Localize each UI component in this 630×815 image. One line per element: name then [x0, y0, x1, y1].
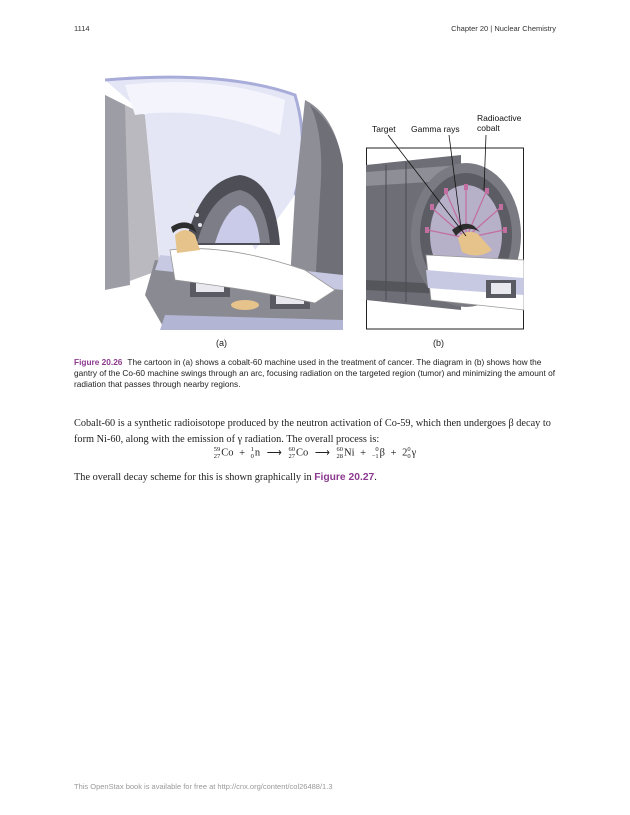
figure-caption-text: The cartoon in (a) shows a cobalt-60 machine used in the treatment of cancer. The diagram in (b) shows how the gantry of the Co-60 machine swings through an arc, focusing radiation on the targeted region (tumor) and minimizing the amount of radiation that passes through nearby regions.: [74, 357, 556, 389]
paragraph-decay-scheme: [74, 470, 558, 486]
plus-sign: +: [239, 447, 246, 459]
particle-gamma: [402, 446, 416, 460]
figure-caption: [74, 357, 556, 390]
reaction-arrow: ⟶: [314, 448, 330, 459]
figure-20-27-link[interactable]: Figure 20.27: [314, 472, 375, 483]
co59-atomic: 27: [213, 453, 221, 460]
co60-atomic: 27: [288, 453, 295, 460]
plus-sign: +: [390, 447, 397, 459]
particle-beta: [372, 446, 385, 460]
gamma-coefficient: 2: [402, 447, 408, 459]
panel-a-label: (a): [216, 338, 227, 348]
co59-mass: 59: [213, 446, 221, 453]
paragraph2-text: The overall decay scheme for this is shown graphically in: [74, 472, 315, 483]
panel-b-label: (b): [433, 338, 444, 348]
page-header: [74, 24, 556, 36]
beta-mass: 0: [375, 446, 379, 453]
plus-sign: +: [360, 447, 367, 459]
callout-gamma-rays: Gamma rays: [411, 124, 460, 134]
figure-a-cobalt-machine-illustration: [105, 75, 343, 330]
nuclide-neutron: [251, 446, 261, 460]
n-mass: 1: [250, 446, 254, 453]
co59-symbol: Co: [221, 447, 234, 459]
page-number: 1114: [74, 24, 90, 33]
callout-target: Target: [372, 124, 396, 134]
nuclide-ni60: [337, 446, 355, 460]
callout-cobalt-line2: cobalt: [477, 123, 500, 133]
callout-radioactive-cobalt: [477, 113, 537, 133]
paragraph2-end: .: [374, 472, 377, 483]
paragraph-cobalt-60: Cobalt-60 is a synthetic radioisotope produced by the neutron activation of Co-59, which then undergoes β decay to form Ni-60, along with the emission of γ radiation. The overall process is:: [74, 418, 551, 445]
nuclide-co60: [288, 446, 308, 460]
chapter-title: Chapter 20 | Nuclear Chemistry: [451, 24, 556, 33]
gamma-mass: 0: [407, 446, 411, 453]
ni60-atomic: 28: [336, 453, 344, 460]
nuclear-equation: [74, 446, 556, 460]
co60-mass: 60: [288, 446, 295, 453]
n-symbol: n: [254, 447, 261, 459]
figure-b-gantry-diagram: [366, 110, 524, 330]
ni60-symbol: Ni: [344, 447, 355, 459]
callout-cobalt-line1: Radioactive: [477, 113, 522, 123]
beta-symbol: β: [379, 447, 385, 459]
beta-atomic: −1: [371, 453, 379, 460]
ni60-mass: 60: [336, 446, 344, 453]
gamma-atomic: 0: [407, 453, 411, 460]
n-atomic: 0: [250, 453, 254, 460]
page-footer: This OpenStax book is available for free at http://cnx.org/content/col26488/1.3: [74, 782, 333, 791]
reaction-arrow: ⟶: [266, 448, 282, 459]
co60-symbol: Co: [295, 447, 309, 459]
gamma-symbol: γ: [411, 447, 417, 459]
figure-caption-number: Figure 20.26: [74, 357, 123, 367]
nuclide-co59: [214, 446, 234, 460]
